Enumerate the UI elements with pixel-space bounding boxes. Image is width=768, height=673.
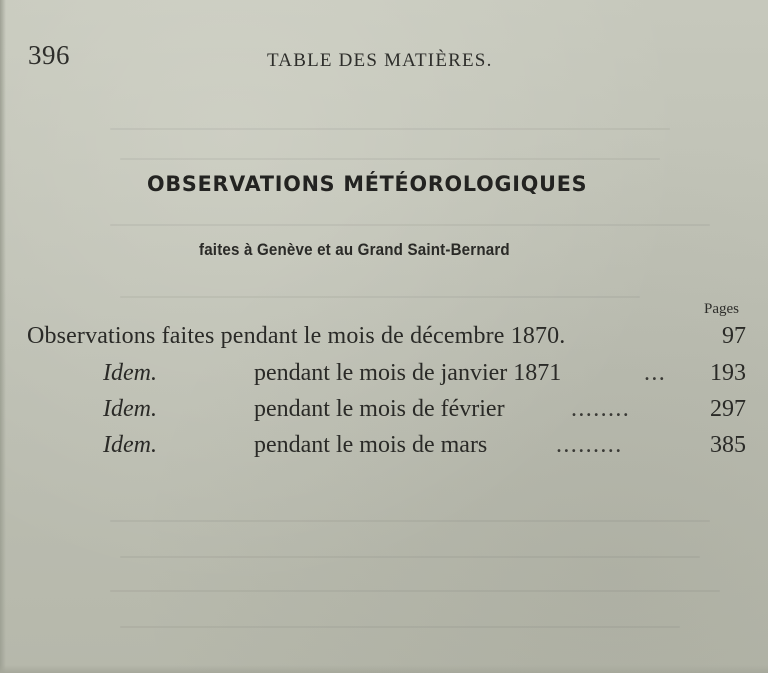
bleed-through-line [120, 556, 700, 558]
bleed-through-line [120, 626, 680, 628]
toc-entry [0, 396, 768, 428]
page-number: 396 [28, 40, 70, 70]
toc-entry-page: 297 [710, 396, 746, 422]
toc-entry-idem: Idem. [103, 396, 157, 422]
toc-entry-description: pendant le mois de mars [254, 432, 488, 458]
toc-entry-page: 193 [710, 360, 746, 386]
bleed-through-line [110, 520, 710, 522]
toc-entry [0, 432, 768, 464]
toc-entry [0, 360, 768, 392]
toc-entry-leader: ........ [571, 396, 631, 422]
bleed-through-line [110, 224, 710, 226]
toc-entry [0, 323, 768, 355]
toc-entry-page: 97 [722, 323, 746, 349]
section-title: OBSERVATIONS MÉTÉOROLOGIQUES [147, 172, 588, 196]
toc-entry-description: pendant le mois de janvier 1871 [254, 360, 562, 386]
bleed-through-line [120, 158, 660, 160]
bleed-through-line [110, 590, 720, 592]
page-bottom-shadow [0, 665, 768, 673]
toc-entry-leader: ......... [556, 432, 623, 458]
bleed-through-line [110, 128, 670, 130]
running-head: TABLE DES MATIÈRES. [267, 50, 493, 71]
toc-entry-idem: Idem. [103, 360, 157, 386]
bleed-through-line [120, 296, 640, 298]
toc-entry-idem: Idem. [103, 432, 157, 458]
toc-entry-label: Observations faites pendant le mois de décembre 1870. [27, 323, 566, 349]
toc-entry-leader: ... [644, 360, 667, 386]
section-subtitle: faites à Genève et au Grand Saint-Bernard [199, 240, 510, 259]
toc-entry-description: pendant le mois de février [254, 396, 505, 422]
toc-entry-page: 385 [710, 432, 746, 458]
pages-column-label: Pages [704, 301, 739, 317]
